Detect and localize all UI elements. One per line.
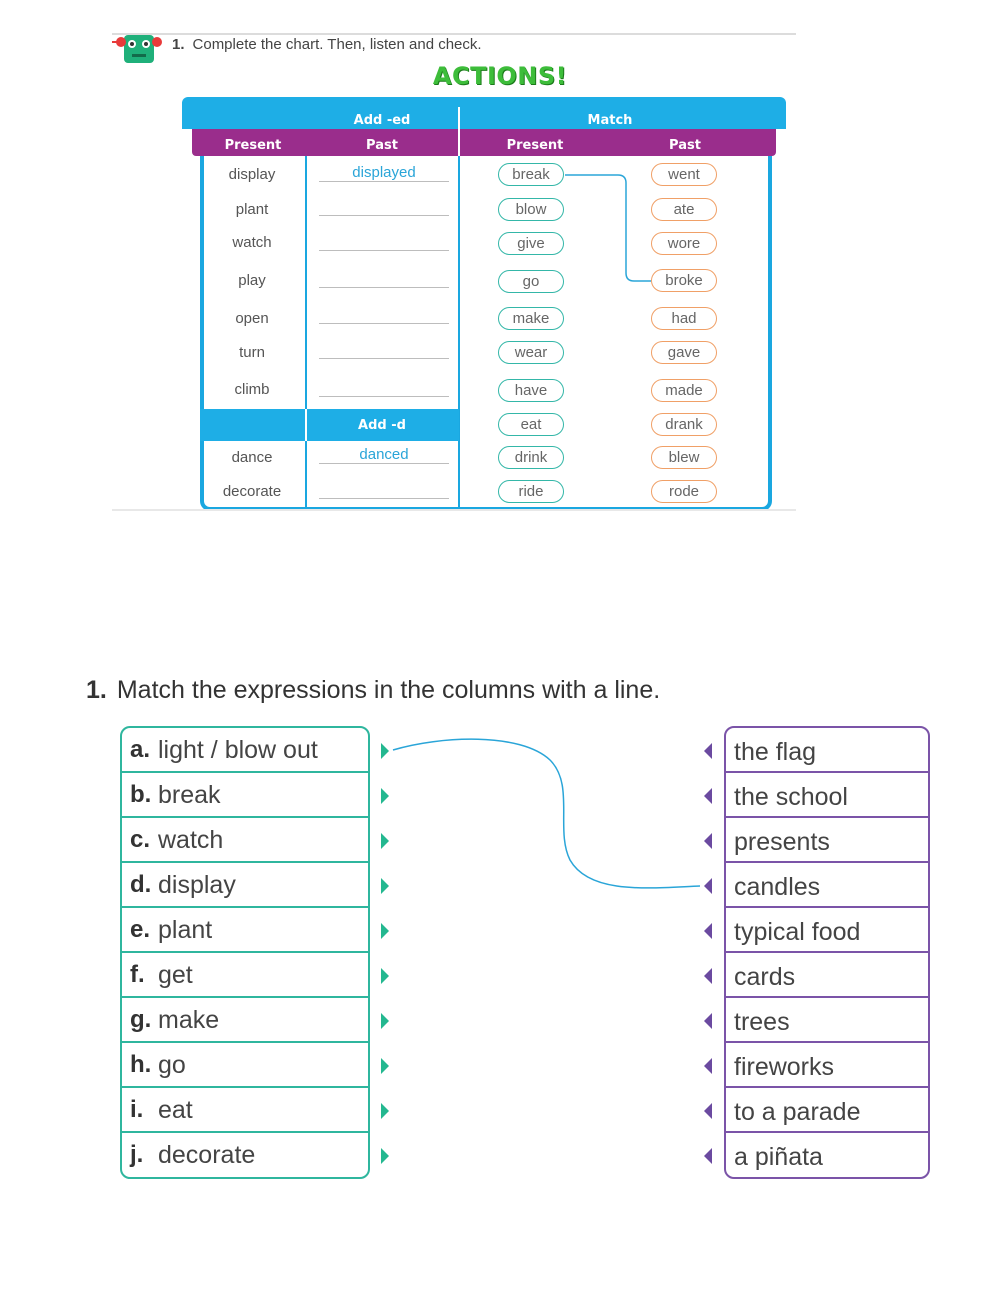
left-item: b. break — [122, 773, 368, 818]
section-divider — [112, 509, 796, 511]
present-word: plant — [235, 201, 269, 218]
header-present-2: Present — [506, 138, 564, 153]
right-item: candles — [726, 863, 928, 908]
right-arrow-icon[interactable] — [381, 833, 389, 849]
present-pill[interactable]: eat — [498, 413, 564, 436]
present-word: watch — [232, 234, 272, 251]
right-arrow-icon[interactable] — [381, 1103, 389, 1119]
past-pill[interactable]: gave — [651, 341, 717, 364]
left-item: h. go — [122, 1043, 368, 1088]
present-pill[interactable]: make — [498, 307, 564, 330]
present-word: display — [228, 166, 276, 183]
present-word: dance — [231, 449, 273, 466]
chart-title: ACTIONS! — [432, 62, 568, 90]
right-arrow-icon[interactable] — [381, 1013, 389, 1029]
right-arrow-icon[interactable] — [381, 743, 389, 759]
past-pill[interactable]: ate — [651, 198, 717, 221]
past-blank[interactable] — [319, 323, 449, 324]
right-item: the flag — [726, 728, 928, 773]
robot-icon — [112, 30, 164, 66]
header-add-ed: Add -ed — [353, 113, 411, 128]
right-item: cards — [726, 953, 928, 998]
left-column — [120, 726, 370, 1179]
present-pill[interactable]: have — [498, 379, 564, 402]
right-arrow-icon[interactable] — [381, 923, 389, 939]
present-word: play — [238, 272, 266, 289]
right-arrow-icon[interactable] — [381, 1058, 389, 1074]
past-pill[interactable]: rode — [651, 480, 717, 503]
header-match: Match — [587, 113, 633, 128]
past-blank[interactable] — [319, 287, 449, 288]
left-item: g. make — [122, 998, 368, 1043]
present-word: turn — [239, 344, 265, 361]
past-blank[interactable] — [319, 396, 449, 397]
right-item: trees — [726, 998, 928, 1043]
right-arrow-icon[interactable] — [381, 878, 389, 894]
header-past-1: Past — [366, 138, 398, 153]
right-arrow-icon[interactable] — [381, 968, 389, 984]
left-item: i. eat — [122, 1088, 368, 1133]
right-item: a piñata — [734, 1143, 823, 1171]
right-item: presents — [726, 818, 928, 863]
present-pill[interactable]: blow — [498, 198, 564, 221]
past-pill[interactable]: blew — [651, 446, 717, 469]
left-arrow-icon[interactable] — [704, 878, 712, 894]
right-item: fireworks — [726, 1043, 928, 1088]
past-pill[interactable]: drank — [651, 413, 717, 436]
right-item: typical food — [726, 908, 928, 953]
present-pill[interactable]: drink — [498, 446, 564, 469]
present-pill[interactable]: ride — [498, 480, 564, 503]
past-blank[interactable] — [319, 358, 449, 359]
left-arrow-icon[interactable] — [704, 923, 712, 939]
past-pill[interactable]: broke — [651, 269, 717, 292]
past-answer: danced — [359, 446, 409, 463]
left-item: e. plant — [122, 908, 368, 953]
left-arrow-icon[interactable] — [704, 1058, 712, 1074]
right-arrow-icon[interactable] — [381, 1148, 389, 1164]
present-word: open — [235, 310, 269, 327]
past-blank[interactable] — [319, 463, 449, 464]
exercise2-instruction: 1. Match the expressions in the columns with a line. — [86, 676, 661, 704]
top-divider — [112, 33, 796, 35]
left-arrow-icon[interactable] — [704, 1013, 712, 1029]
left-item: d. display — [122, 863, 368, 908]
left-arrow-icon[interactable] — [704, 1103, 712, 1119]
past-pill[interactable]: had — [651, 307, 717, 330]
past-pill[interactable]: made — [651, 379, 717, 402]
left-arrow-icon[interactable] — [704, 968, 712, 984]
header-add-d: Add -d — [358, 418, 406, 433]
exercise2-number: 1. — [86, 676, 107, 704]
past-blank[interactable] — [319, 181, 449, 182]
left-item: f. get — [122, 953, 368, 998]
past-blank[interactable] — [319, 215, 449, 216]
exercise1-number: 1. — [172, 36, 185, 53]
present-word: climb — [234, 381, 270, 398]
left-arrow-icon[interactable] — [704, 788, 712, 804]
past-answer: displayed — [352, 164, 416, 181]
past-blank[interactable] — [319, 498, 449, 499]
exercise1-instruction: 1. Complete the chart. Then, listen and check. — [172, 36, 482, 53]
past-pill[interactable]: went — [651, 163, 717, 186]
left-item: a. light / blow out — [122, 728, 368, 773]
header-divider — [458, 107, 460, 156]
right-arrow-icon[interactable] — [381, 788, 389, 804]
right-item: to a parade — [726, 1088, 928, 1133]
present-word: decorate — [222, 483, 282, 500]
present-pill[interactable]: go — [498, 270, 564, 293]
present-pill[interactable]: break — [498, 163, 564, 186]
past-blank[interactable] — [319, 250, 449, 251]
left-arrow-icon[interactable] — [704, 743, 712, 759]
add-d-divider — [305, 409, 307, 441]
left-item: j. decorate — [130, 1141, 256, 1169]
left-item: c. watch — [122, 818, 368, 863]
present-pill[interactable]: give — [498, 232, 564, 255]
left-arrow-icon[interactable] — [704, 1148, 712, 1164]
left-arrow-icon[interactable] — [704, 833, 712, 849]
right-item: the school — [726, 773, 928, 818]
header-present-1: Present — [224, 138, 282, 153]
past-pill[interactable]: wore — [651, 232, 717, 255]
header-past-2: Past — [669, 138, 701, 153]
right-column — [724, 726, 930, 1179]
match-divider — [458, 156, 460, 511]
present-pill[interactable]: wear — [498, 341, 564, 364]
